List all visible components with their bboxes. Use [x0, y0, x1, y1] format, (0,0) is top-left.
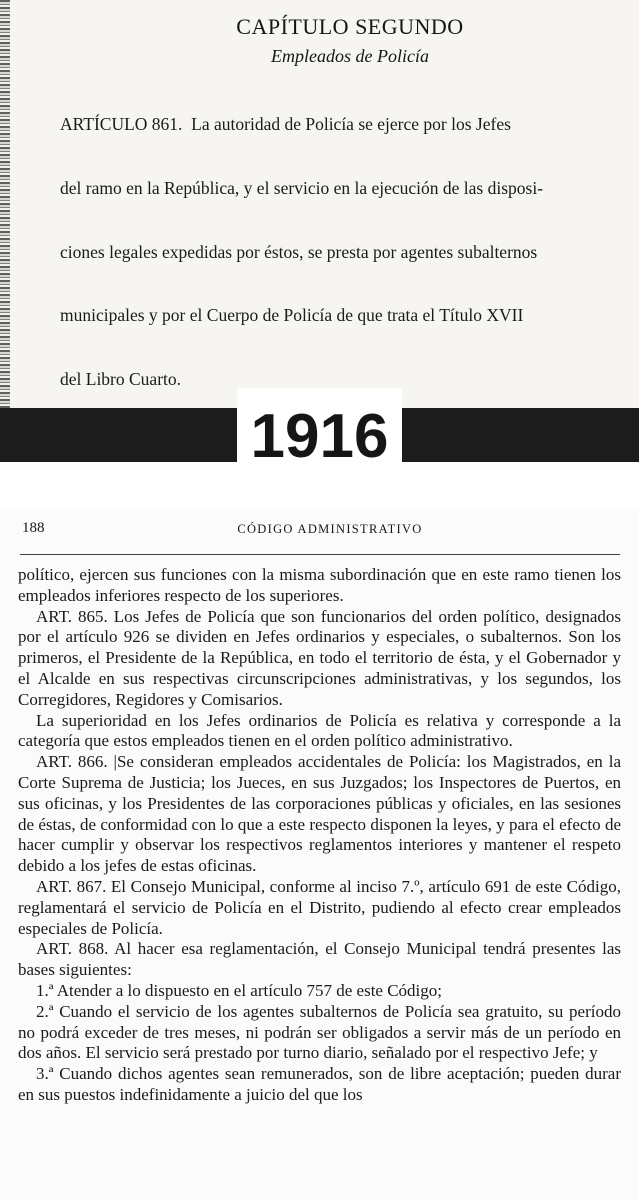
text-line: ciones legales expedidas por éstos, se presta por agentes subalternos	[60, 241, 538, 262]
paragraph: La superioridad en los Jefes ordinarios de Policía es relativa y corresponde a la categoría que estos empleados tienen en el orden político administrativo.	[18, 710, 621, 751]
list-item-base-3: 3.ª Cuando dichos agentes sean remunerados, son de libre aceptación; pueden durar en sus puestos indefinidamente a juicio del que los	[18, 1064, 621, 1104]
top-page-text	[60, 72, 639, 408]
year-badge: 1916	[237, 388, 402, 484]
text-line: ARTÍCULO 861. La autoridad de Policía se ejerce por los Jefes	[60, 114, 511, 135]
paragraph-article-867: ART. 867. El Consejo Municipal, conforme al inciso 7.º, artículo 691 de este Código, reglamentará el servicio de Policía en el Distrito, pudiendo al efecto crear empleados especiales de Policía.	[18, 876, 621, 938]
chapter-subtitle: Empleados de Policía	[271, 46, 429, 66]
text-line: municipales y por el Cuerpo de Policía de que trata el Título XVII	[60, 305, 524, 326]
top-page-scan	[0, 0, 639, 408]
text-line: del Libro Cuarto.	[60, 368, 182, 389]
paragraph: político, ejercen sus funciones con la misma subordinación que en este ramo tienen los empleados inferiores respecto de los superiores.	[18, 565, 621, 605]
header-rule	[20, 554, 620, 555]
chapter-title: CAPÍTULO SEGUNDO	[236, 14, 464, 39]
list-item-base-2: 2.ª Cuando el servicio de los agentes subalternos de Policía sea gratuito, su período no podrá exceder de tres meses, ni podrán ser obligados a servir más de un período en dos años. El servicio será prestado por turno diario, señalado por el respectivo Jefe; y	[18, 1001, 621, 1063]
page-number: 188	[22, 520, 45, 536]
paragraph-article-866: ART. 866. |Se consideran empleados accidentales de Policía: los Magistrados, en la Corte Suprema de Justicia; los Jueces, en sus Juzgados; los Inspectores de Puertos, en sus oficinas, y los Presidentes de las corporaciones públicas y oficiales, en las sesiones de éstas, de conformidad con lo que a este respecto disponen la leyes, y para el efecto de hacer cumplir y observar los respectivos reglamentos interiores y mantener el respeto debido a los jefes de estas oficinas.	[18, 752, 621, 876]
text-line: del ramo en la República, y el servicio en la ejecución de las disposi-	[60, 178, 544, 199]
list-item-base-1: 1.ª Atender a lo dispuesto en el artículo 757 de este Código;	[36, 980, 442, 1000]
bottom-page-text	[18, 565, 621, 1106]
bottom-page-scan	[0, 508, 639, 1200]
paragraph-article-868: ART. 868. Al hacer esa reglamentación, el Consejo Municipal tendrá presentes las bases siguientes:	[18, 939, 621, 980]
paragraph-article-865: ART. 865. Los Jefes de Policía que son funcionarios del orden político, designados por el artículo 926 se dividen en Jefes ordinarios y especiales, o subalternos. Son los primeros, el Presidente de la República, en todo el territorio de ésta, y el Gobernador y el Alcalde en sus respectivas circunscripciones administrativas, y los segundos, los Corregidores, Regidores y Comisarios.	[18, 606, 621, 709]
running-header: CÓDIGO ADMINISTRATIVO	[237, 522, 423, 536]
